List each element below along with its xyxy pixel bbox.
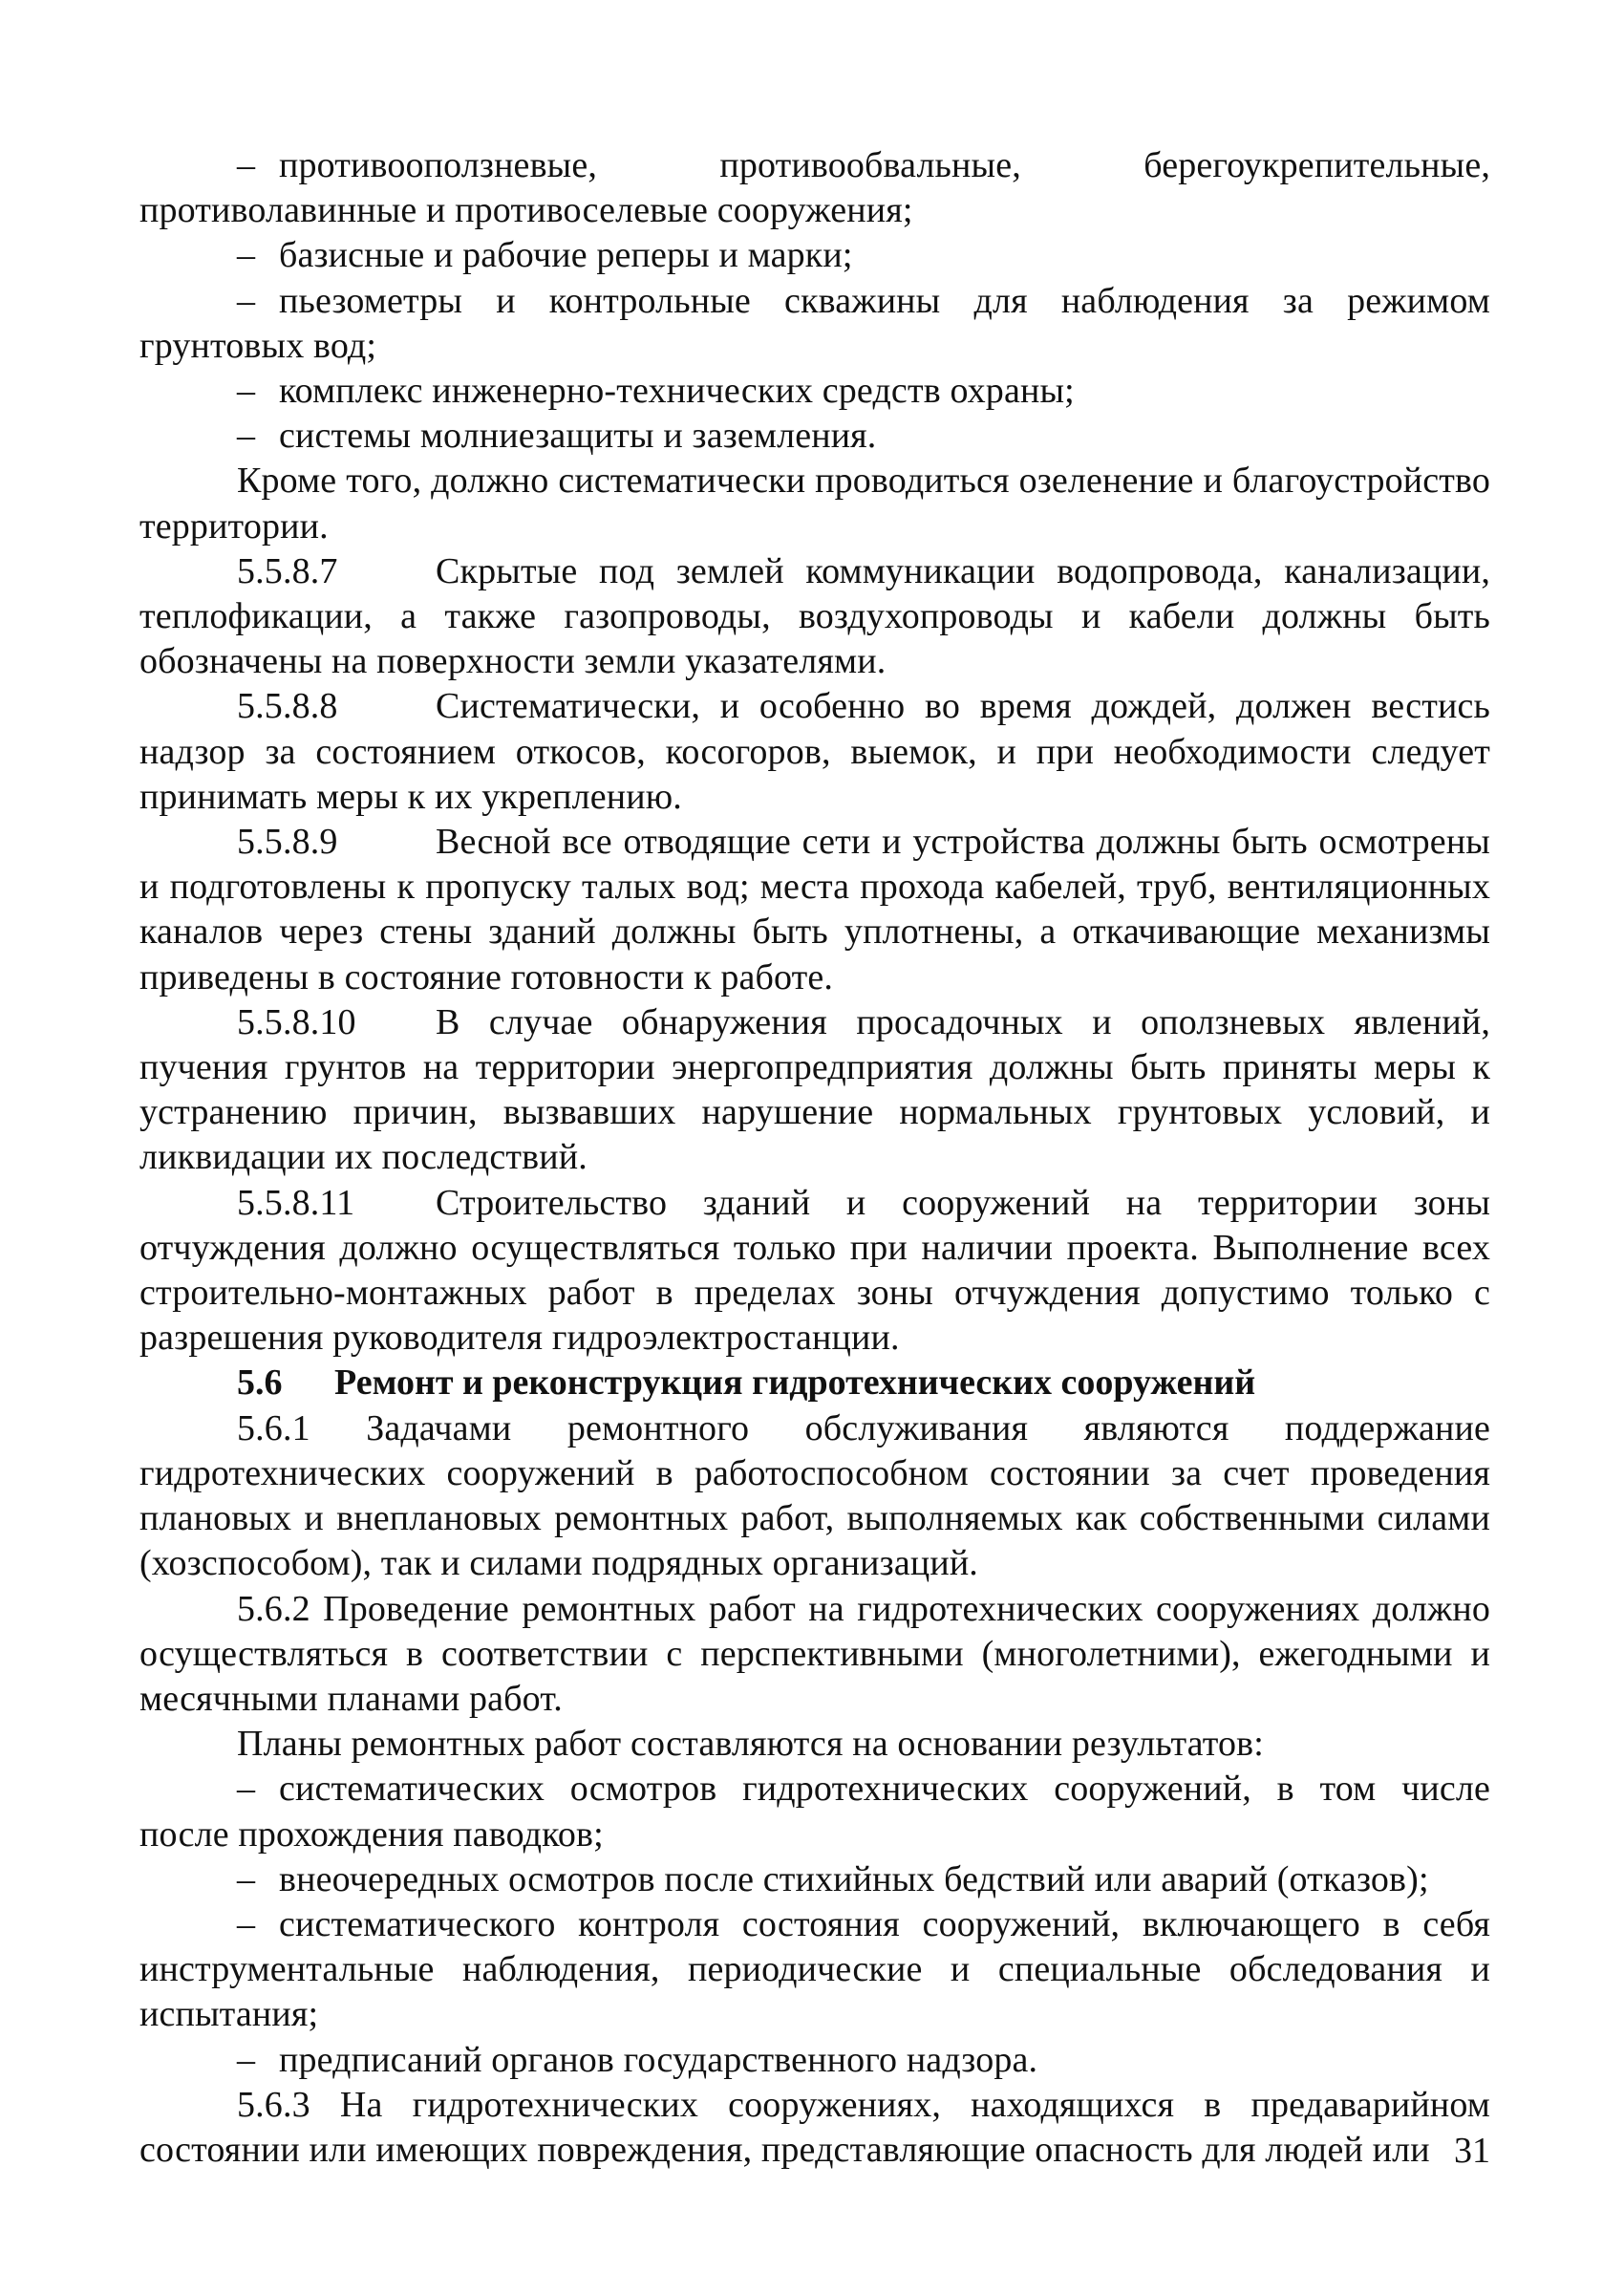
list-item-text: предписаний органов государственного надзора.	[279, 2039, 1038, 2080]
list-item-text: систематического контроля состояния сооружений, включающего в себя инструментальные наблюдения, периодические и специальные обследования и испытания;	[139, 1903, 1490, 2035]
list-item	[139, 143, 1490, 233]
dash-marker: –	[237, 1903, 256, 1944]
section-number: 5.6	[237, 1362, 283, 1404]
list-item-text: базисные и рабочие реперы и марки;	[279, 235, 853, 276]
paragraph-landscaping: Кроме того, должно систематически проводиться озеленение и благоустройство территории.	[139, 461, 1490, 547]
section-title: Ремонт и реконструкция гидротехнических сооружений	[334, 1362, 1256, 1404]
list-item	[139, 414, 1490, 459]
dash-marker: –	[237, 280, 256, 321]
dash-marker: –	[237, 371, 256, 412]
dash-marker: –	[237, 1769, 256, 1810]
dash-marker: –	[237, 416, 256, 457]
clause-5-5-8-7	[139, 549, 1490, 685]
dash-marker: –	[237, 145, 256, 185]
dash-marker: –	[237, 1858, 256, 1899]
clause-text: Систематически, и особенно во время дождей, должен вестись надзор за состоянием откосов, косогоров, выемок, и при необходимости следует принимать меры к их укреплению.	[139, 686, 1490, 817]
list-item	[139, 1902, 1490, 2038]
clause-number: 5.5.8.7	[237, 550, 338, 591]
list-item-text: систематических осмотров гидротехнических сооружений, в том числе после прохождения паводков;	[139, 1769, 1490, 1855]
clause-number: 5.5.8.8	[237, 686, 338, 727]
clause-number: 5.5.8.11	[237, 1182, 355, 1223]
list-item-text: пьезометры и контрольные скважины для наблюдения за режимом грунтовых вод;	[139, 280, 1490, 366]
list-item	[139, 233, 1490, 278]
list-item	[139, 279, 1490, 369]
list-item-text: внеочередных осмотров после стихийных бедствий или аварий (отказов);	[279, 1858, 1429, 1899]
list-item	[139, 1767, 1490, 1856]
clause-5-5-8-11	[139, 1181, 1490, 1362]
paragraph-5-6-2: 5.6.2 Проведение ремонтных работ на гидротехнических сооружениях должно осуществляться в соответствии с перспективными (многолетними), ежегодными и месячными планами работ.	[139, 1588, 1490, 1719]
dash-marker: –	[237, 235, 256, 276]
list-item-text: противооползневые, противообвальные, берегоукрепительные, противолавинные и противоселевые сооружения;	[139, 145, 1490, 231]
paragraph-plans: Планы ремонтных работ составляются на основании результатов:	[237, 1724, 1264, 1765]
page-number: 31	[1454, 2131, 1490, 2171]
document-body	[139, 143, 1490, 2173]
clause-5-5-8-8	[139, 684, 1490, 820]
list-item	[139, 369, 1490, 414]
clause-text: Весной все отводящие сети и устройства должны быть осмотрены и подготовлены к пропуску талых вод; места прохода кабелей, труб, вентиляционных каналов через стены зданий должны быть уплотнены, а откачивающие механизмы приведены в состояние готовности к работе.	[139, 822, 1490, 997]
list-item	[139, 1857, 1490, 1902]
clause-number: 5.5.8.9	[237, 822, 338, 863]
clause-5-5-8-10	[139, 1000, 1490, 1181]
list-item-text: комплекс инженерно-технических средств охраны;	[279, 371, 1075, 412]
clause-text: В случае обнаружения просадочных и оползневых явлений, пучения грунтов на территории энергопредприятия должны быть приняты меры к устранению причин, вызвавших нарушение нормальных грунтовых условий, и ликвидации их последствий.	[139, 1001, 1490, 1178]
paragraph-5-6-1: 5.6.1 Задачами ремонтного обслуживания являются поддержание гидротехнических сооружений в работоспособном состоянии за счет проведения плановых и внеплановых ремонтных работ, выполняемых как собственными силами (хозспособом), так и силами подрядных организаций.	[139, 1407, 1490, 1584]
list-item-text: системы молниезащиты и заземления.	[279, 416, 877, 457]
clause-text: Строительство зданий и сооружений на территории зоны отчуждения должно осуществляться только при наличии проекта. Выполнение всех строительно-монтажных работ в пределах зоны отчуждения допустимо только с разрешения руководителя гидроэлектростанции.	[139, 1182, 1490, 1359]
clause-text: Скрытые под землей коммуникации водопровода, канализации, теплофикации, а также газопроводы, воздухопроводы и кабели должны быть обозначены на поверхности земли указателями.	[139, 550, 1490, 682]
paragraph-5-6-3: 5.6.3 На гидротехнических сооружениях, находящихся в предаварийном состоянии или имеющих повреждения, представляющие опасность для людей или	[139, 2084, 1490, 2170]
clause-5-5-8-9	[139, 820, 1490, 1000]
clause-number: 5.5.8.10	[237, 1001, 356, 1042]
dash-marker: –	[237, 2039, 256, 2080]
section-heading	[139, 1361, 1490, 1405]
list-item	[139, 2038, 1490, 2083]
